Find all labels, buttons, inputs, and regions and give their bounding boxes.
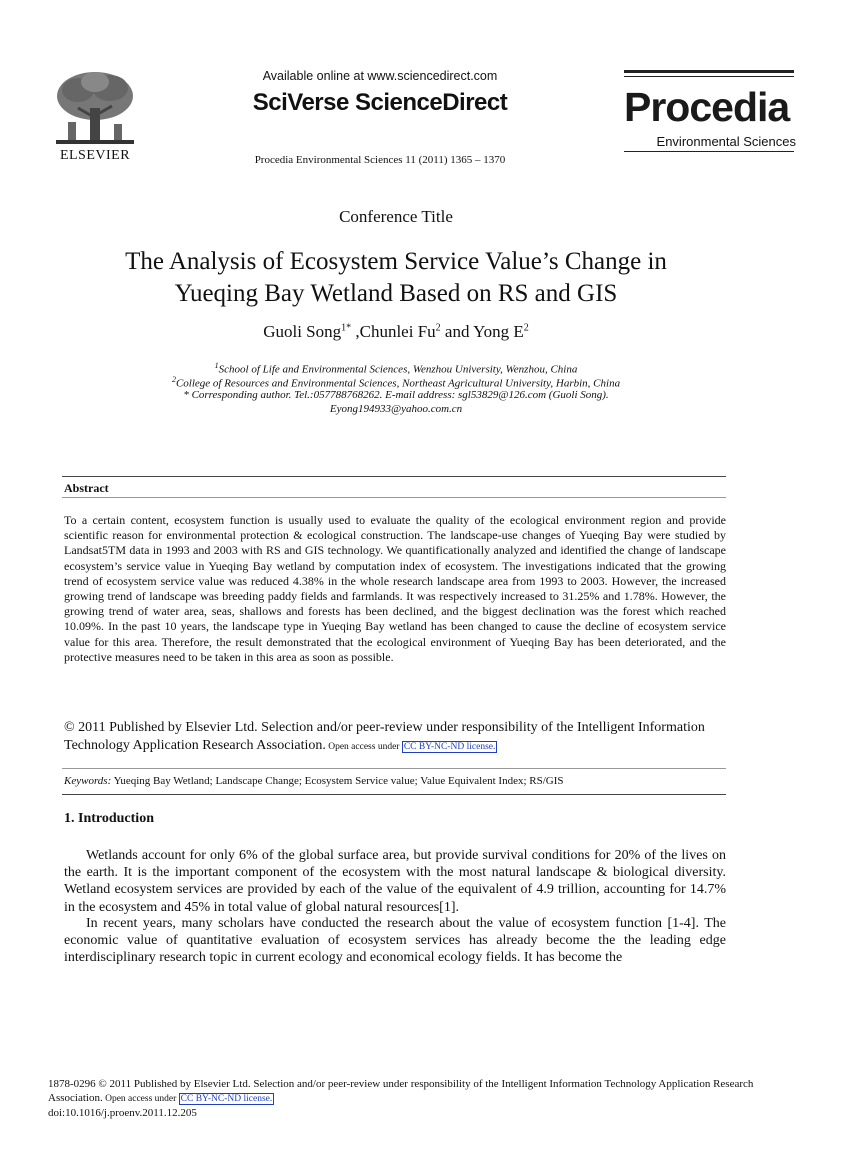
paper-title [60, 246, 732, 310]
paper-title-line-2: Yueqing Bay Wetland Based on RS and GIS [174, 280, 618, 307]
procedia-top-rule-thin [624, 76, 794, 77]
corresponding-author: * Corresponding author. Tel.:057788768262. E-mail address: sgl53829@126.com (Guoli Song). [183, 389, 609, 401]
keywords [64, 775, 726, 787]
elsevier-wordmark: ELSEVIER [59, 148, 131, 163]
author-list [60, 322, 732, 342]
license-link[interactable]: CC BY-NC-ND license. [403, 741, 496, 752]
author-1: Guoli Song [263, 322, 342, 341]
affiliation-1 [60, 361, 732, 376]
intro-paragraph-2 [64, 915, 726, 967]
procedia-top-rule [624, 70, 794, 73]
abstract-head-rule [62, 497, 726, 498]
procedia-logo-title: Procedia [624, 84, 790, 130]
affiliation-2-text: College of Resources and Environmental Sciences, Northeast Agricultural University, Harbin, China [175, 377, 621, 390]
affiliation-1-marker: 1 [214, 361, 219, 370]
footer-license-link[interactable]: CC BY-NC-ND license. [180, 1094, 273, 1104]
sciverse-sciencedirect-logo: SciVerse ScienceDirect [252, 89, 508, 116]
abstract-heading: Abstract [64, 481, 109, 495]
keywords-text: Yueqing Bay Wetland; Landscape Change; Ecosystem Service value; Value Equivalent Index; RS/GIS [111, 775, 564, 787]
page-footer [48, 1077, 808, 1120]
affiliation-2 [60, 375, 732, 390]
keywords-label: Keywords: [64, 775, 112, 787]
affiliation-1-text: School of Life and Environmental Sciences, Wenzhou University, Wenzhou, China [218, 363, 578, 376]
footer-open-access: Open access under [102, 1094, 179, 1104]
footer-copyright: 1878-0296 © 2011 Published by Elsevier Ltd. Selection and/or peer-review under responsibility of the Intelligent Information Technology Application Research Association. [48, 1078, 754, 1104]
abstract-top-rule [62, 476, 726, 477]
procedia-bottom-rule [624, 151, 794, 152]
copyright-text: © 2011 Published by Elsevier Ltd. Selection and/or peer-review under responsibility of the Intelligent Information Technology Application Research Association. [64, 720, 705, 753]
author-2-marker: 2 [435, 322, 441, 334]
author-3-marker: 2 [523, 322, 529, 334]
keywords-top-rule [62, 768, 726, 769]
author-1-marker: 1* [341, 322, 352, 334]
secondary-email: Eyong194933@yahoo.com.cn [329, 403, 463, 415]
paper-title-line-1: The Analysis of Ecosystem Service Value’s Change in [125, 248, 667, 275]
open-access-text: Open access under [325, 741, 402, 752]
journal-reference: Procedia Environmental Sciences 11 (2011) 1365 – 1370 [254, 154, 506, 166]
intro-paragraph-1-text: Wetlands account for only 6% of the global surface area, but provide survival conditions for 20% of the lives on the earth. It is the important component of the ecosystem with the most natural landscape & biological diversity. Wetland ecosystem services are provided by each of the value of the equivalent of 4.9 trillion, accounting for 14.7% in the ecosystem and 45% in total value of global natural resources[1]. [64, 848, 726, 915]
copyright-statement [64, 719, 726, 756]
author-2: ,Chunlei Fu [351, 322, 436, 341]
keywords-bottom-rule [62, 794, 726, 795]
intro-paragraph-2-text: In recent years, many scholars have conducted the research about the value of ecosystem function [1-4]. The economic value of quantitative evaluation of ecosystem services has already become the the leading edge interdisciplinary research topic in current ecology and economical ecology fields. It has become the [64, 916, 726, 966]
conference-title: Conference Title [339, 207, 453, 226]
available-online-text: Available online at www.sciencedirect.com [262, 69, 498, 83]
abstract-text: To a certain content, ecosystem function is usually used to evaluate the quality of the ecological environment region and provide scientific reason for environmental protection & ecological construction. The landscape-use changes of Yueqing Bay were studied by Landsat5TM data in 1993 and 2003 with RS and GIS technology. We quantificationally analyzed and identified the change of landscape ecosystem’s service value in Yueqing Bay wetland by computation index of ecosystem. The investigations indicated that the growing trend of ecosystem service value was reduced 4.38% in the whole research landscape area from 1993 to 2003. However, the increased growing trend of landscape was breeding paddy fields and farmlands. It was respectively increased to 31.25% and 1.78%. However, the growing trend of water area, seas, shallows and forests has been declined, and the biggest declination was the forest which reached 10.09%. In the past 10 years, the landscape type in Yueqing Bay wetland has been changed to cause the decline of ecosystem service value for this area. Therefore, the result demonstrated that the ecological environment of Yueqing Bay has been deteriorated, and the protective measures need to be taken in this area as soon as possible. [64, 513, 726, 664]
doi[interactable]: doi:10.1016/j.proenv.2011.12.205 [48, 1107, 197, 1119]
affiliation-2-marker: 2 [171, 375, 176, 384]
author-3: and Yong E [440, 322, 524, 341]
intro-paragraph-1 [64, 847, 726, 916]
procedia-logo-subtitle: Environmental Sciences [656, 134, 796, 149]
introduction-heading: 1. Introduction [64, 811, 154, 826]
